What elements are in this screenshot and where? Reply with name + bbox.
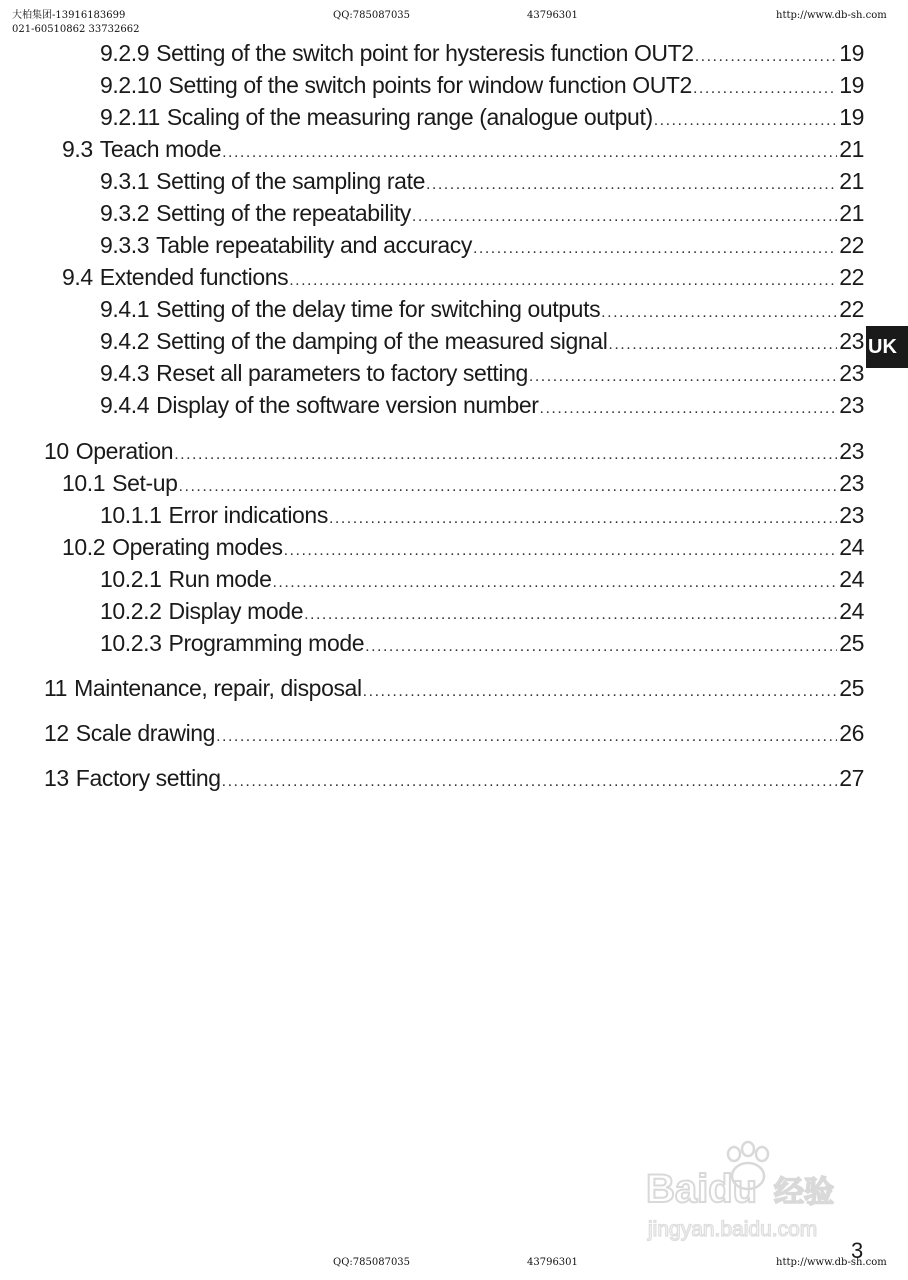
toc-entry[interactable]: 10.1 Set-up ..... 23 (62, 468, 864, 498)
header-phones: 021-60510862 33732662 (12, 24, 140, 35)
toc-entry[interactable]: 9.3.1 Setting of the sampling rate ..... 21 (100, 166, 864, 196)
toc-entry[interactable]: 9.3.3 Table repeatability and accuracy ..... 22 (100, 230, 864, 260)
toc-entry[interactable]: 10.2.3 Programming mode ..... 25 (100, 628, 864, 658)
toc-entry[interactable]: 12 Scale drawing ..... 26 (44, 718, 864, 748)
toc-entry[interactable]: 9.3 Teach mode ..... 21 (62, 134, 864, 164)
header-company: 大柏集团-13916183699 (12, 10, 126, 21)
svg-text:Baidu: Baidu (646, 1167, 758, 1211)
language-tab: UK (866, 326, 908, 368)
toc-entry[interactable]: 9.2.11 Scaling of the measuring range (analogue output) ..... 19 (100, 102, 864, 132)
toc-entry[interactable]: 13 Factory setting ..... 27 (44, 763, 864, 793)
toc-entry[interactable]: 10.2.1 Run mode ..... 24 (100, 564, 864, 594)
toc-entry[interactable]: 10 Operation ..... 23 (44, 436, 864, 466)
footer-url[interactable]: http://www.db-sh.com (776, 1257, 887, 1268)
toc-entry[interactable]: 9.4.3 Reset all parameters to factory setting ..... 23 (100, 358, 864, 388)
footer-number: 43796301 (527, 1257, 578, 1268)
toc-entry[interactable]: 10.2 Operating modes ..... 24 (62, 532, 864, 562)
toc-entry[interactable]: 9.3.2 Setting of the repeatability ..... 21 (100, 198, 864, 228)
svg-text:经验: 经验 (774, 1175, 834, 1210)
header-number: 43796301 (527, 10, 578, 21)
toc-entry[interactable]: 9.2.9 Setting of the switch point for hysteresis function OUT2 ..... 19 (100, 38, 864, 68)
page-number: 3 (851, 1238, 864, 1263)
baidu-watermark (640, 1140, 870, 1250)
toc-entry[interactable]: 9.4.4 Display of the software version number ..... 23 (100, 390, 864, 420)
toc-entry[interactable]: 11 Maintenance, repair, disposal ..... 25 (44, 673, 864, 703)
toc-entry[interactable]: 9.4.2 Setting of the damping of the measured signal ..... 23 (100, 326, 864, 356)
header-qq: QQ:785087035 (333, 10, 411, 21)
toc-entry[interactable]: 9.2.10 Setting of the switch points for window function OUT2 ..... 19 (100, 70, 864, 100)
paw-logo-icon (640, 1140, 870, 1250)
footer-qq: QQ:785087035 (333, 1257, 411, 1268)
svg-text:jingyan.baidu.com: jingyan.baidu.com (648, 1218, 818, 1241)
header-url[interactable]: http://www.db-sh.com (776, 10, 887, 21)
toc-entry[interactable]: 10.2.2 Display mode ..... 24 (100, 596, 864, 626)
toc-entry[interactable]: 9.4.1 Setting of the delay time for switching outputs ..... 22 (100, 294, 864, 324)
toc-entry[interactable]: 9.4 Extended functions ..... 22 (62, 262, 864, 292)
toc-entry[interactable]: 10.1.1 Error indications ..... 23 (100, 500, 864, 530)
